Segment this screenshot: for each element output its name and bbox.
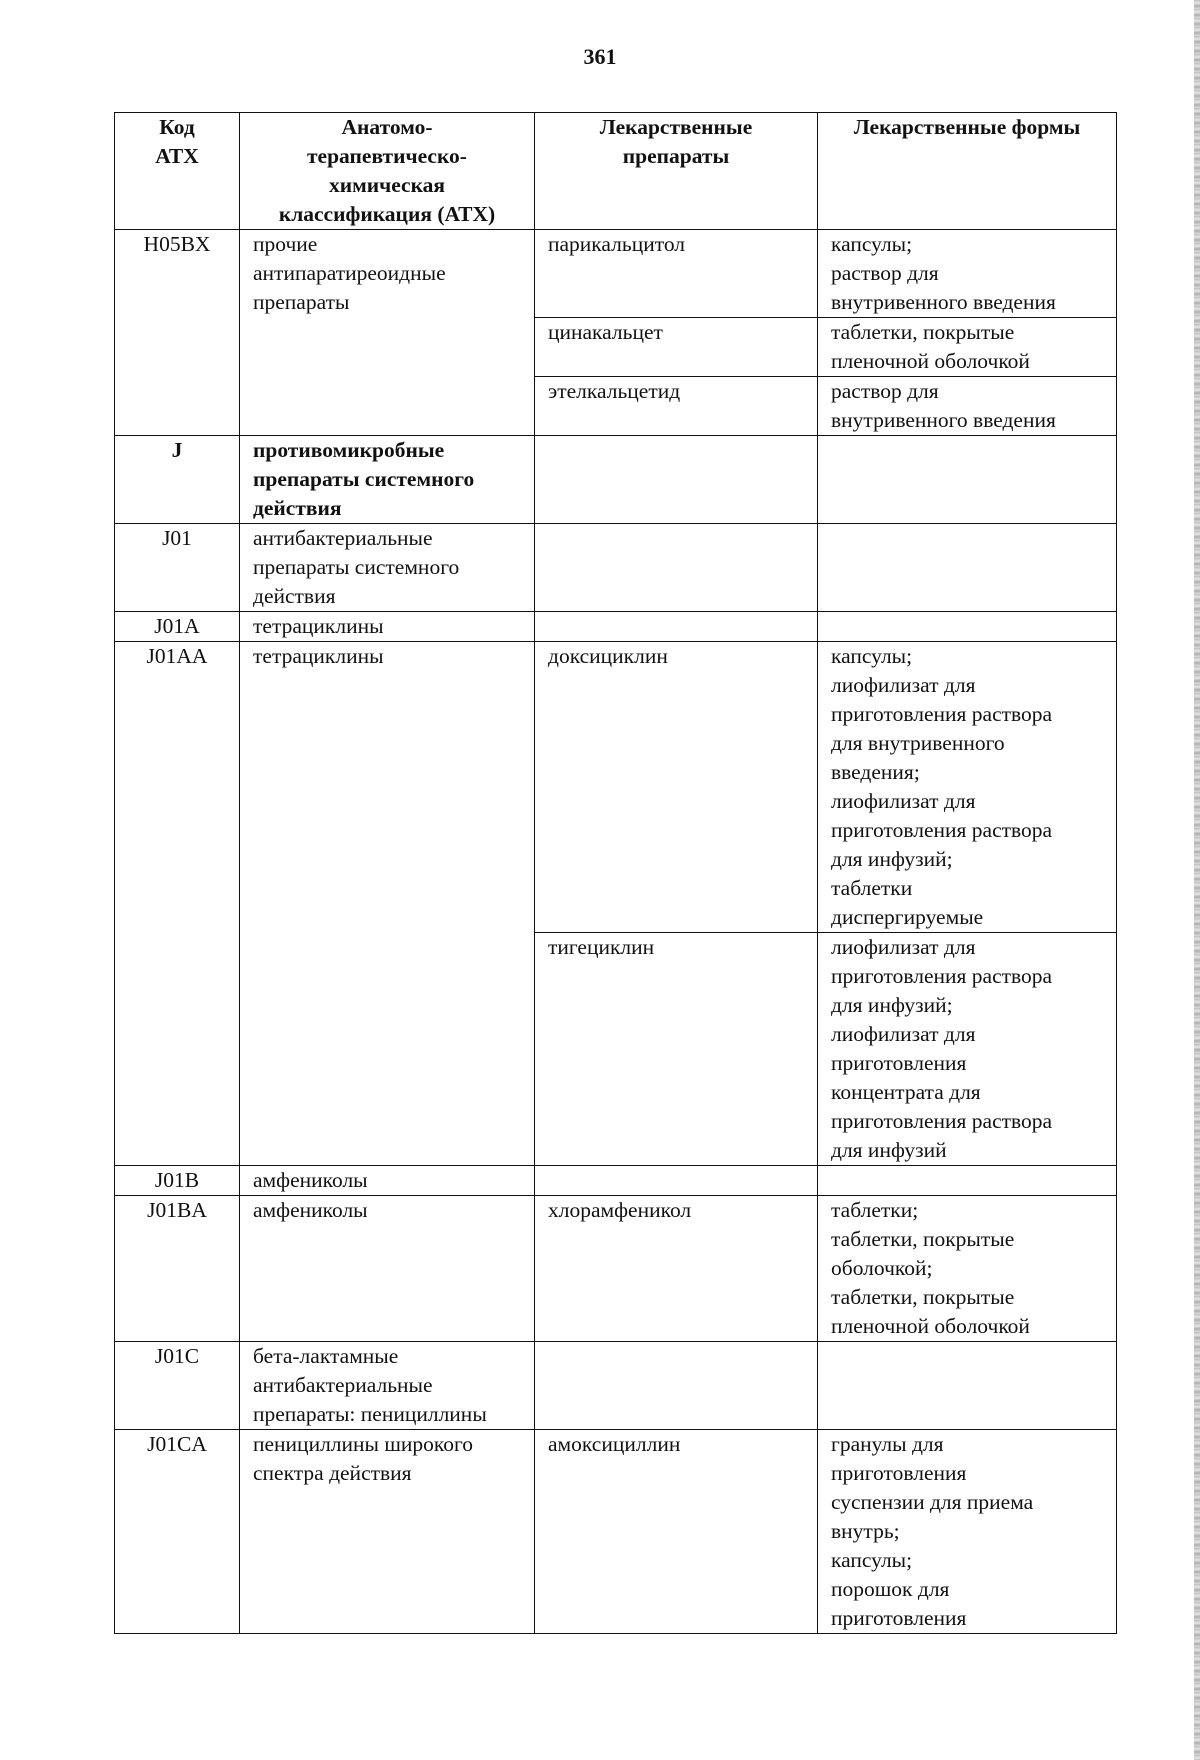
drug-name: амоксициллин bbox=[535, 1430, 818, 1634]
drug-name bbox=[535, 524, 818, 612]
drug-forms: лиофилизат для приготовления раствора для инфузий; лиофилизат для приготовления концентрата для приготовления раствора для инфузий bbox=[818, 933, 1117, 1166]
atc-drug-table bbox=[114, 112, 1117, 1634]
table-row bbox=[115, 436, 1117, 524]
atc-name: амфениколы bbox=[240, 1196, 535, 1342]
drug-name bbox=[535, 436, 818, 524]
atc-code: J01AA bbox=[115, 642, 240, 1166]
table-row bbox=[115, 524, 1117, 612]
header-code: Код АТХ bbox=[115, 113, 240, 230]
drug-name: хлорамфеникол bbox=[535, 1196, 818, 1342]
scan-edge-shadow bbox=[1194, 0, 1200, 1760]
header-drugs: Лекарственные препараты bbox=[535, 113, 818, 230]
page-number: 361 bbox=[583, 44, 617, 69]
atc-name: бета-лактамные антибактериальные препараты: пенициллины bbox=[240, 1342, 535, 1430]
atc-name: пенициллины широкого спектра действия bbox=[240, 1430, 535, 1634]
table-row bbox=[115, 230, 1117, 318]
table-header-row bbox=[115, 113, 1117, 230]
drug-name bbox=[535, 1342, 818, 1430]
drug-forms bbox=[818, 1342, 1117, 1430]
drug-forms: капсулы; раствор для внутривенного введения bbox=[818, 230, 1117, 318]
atc-name: тетрациклины bbox=[240, 612, 535, 642]
drug-forms: таблетки; таблетки, покрытые оболочкой; таблетки, покрытые пленочной оболочкой bbox=[818, 1196, 1117, 1342]
drug-forms bbox=[818, 436, 1117, 524]
header-forms: Лекарственные формы bbox=[818, 113, 1117, 230]
atc-code: J bbox=[115, 436, 240, 524]
atc-name: прочие антипаратиреоидные препараты bbox=[240, 230, 535, 436]
drug-name: парикальцитол bbox=[535, 230, 818, 318]
atc-code: J01BA bbox=[115, 1196, 240, 1342]
atc-code: J01B bbox=[115, 1166, 240, 1196]
atc-name: антибактериальные препараты системного действия bbox=[240, 524, 535, 612]
header-classification: Анатомо- терапевтическо- химическая классификация (АТХ) bbox=[240, 113, 535, 230]
drug-forms bbox=[818, 612, 1117, 642]
atc-name: тетрациклины bbox=[240, 642, 535, 1166]
atc-name: противомикробные препараты системного действия bbox=[240, 436, 535, 524]
atc-code: J01CA bbox=[115, 1430, 240, 1634]
drug-forms: гранулы для приготовления суспензии для приема внутрь; капсулы; порошок для приготовления bbox=[818, 1430, 1117, 1634]
atc-name: амфениколы bbox=[240, 1166, 535, 1196]
table-row bbox=[115, 1342, 1117, 1430]
table-row bbox=[115, 642, 1117, 933]
drug-name: тигециклин bbox=[535, 933, 818, 1166]
drug-forms: таблетки, покрытые пленочной оболочкой bbox=[818, 318, 1117, 377]
table-row bbox=[115, 612, 1117, 642]
atc-code: J01A bbox=[115, 612, 240, 642]
atc-code: J01C bbox=[115, 1342, 240, 1430]
table-row bbox=[115, 1196, 1117, 1342]
drug-name: доксициклин bbox=[535, 642, 818, 933]
drug-forms bbox=[818, 524, 1117, 612]
table-row bbox=[115, 1166, 1117, 1196]
table-row bbox=[115, 1430, 1117, 1634]
atc-code: J01 bbox=[115, 524, 240, 612]
drug-name: этелкальцетид bbox=[535, 377, 818, 436]
drug-forms bbox=[818, 1166, 1117, 1196]
drug-name bbox=[535, 612, 818, 642]
drug-name bbox=[535, 1166, 818, 1196]
drug-forms: раствор для внутривенного введения bbox=[818, 377, 1117, 436]
drug-forms: капсулы; лиофилизат для приготовления раствора для внутривенного введения; лиофилизат для приготовления раствора для инфузий; таблетки диспергируемые bbox=[818, 642, 1117, 933]
atc-code: H05BX bbox=[115, 230, 240, 436]
drug-name: цинакальцет bbox=[535, 318, 818, 377]
